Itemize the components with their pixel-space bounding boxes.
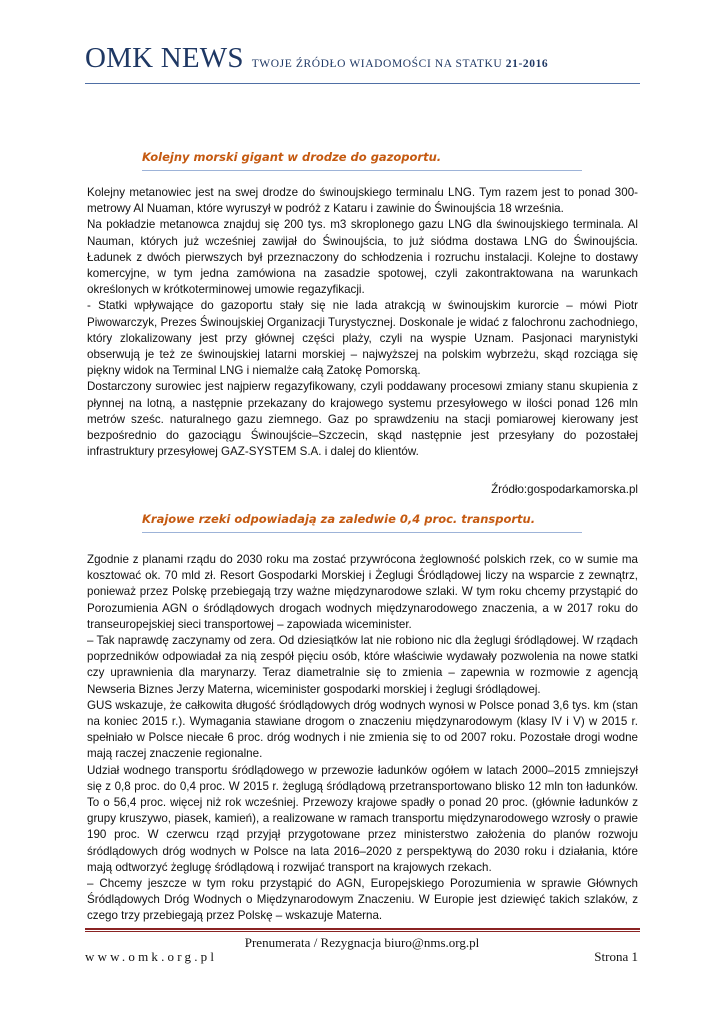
- newsletter-subtitle-text: TWOJE ŹRÓDŁO WIADOMOŚCI NA STATKU: [251, 58, 503, 70]
- article-1-paragraph: Dostarczony surowiec jest najpierw regazyfikowany, czyli poddawany procesowi zmiany stanu skupienia z płynnej na lotną, a następnie przekazany do krajowego systemu przesyłowego w ilości ponad 126 mln metrów sześc. naturalnego gazu ziemnego. Gaz po sprawdzeniu na stacji pomiarowej kierowany jest bezpośrednio do gazociągu Świnoujście–Szczecin, skąd następnie jest przesyłany do pozostałej infrastruktury przesyłowej GAZ-SYSTEM S.A. i dalej do klientów.: [87, 380, 638, 459]
- website-link[interactable]: www.omk.org.pl: [85, 949, 218, 964]
- page-header: [85, 42, 640, 75]
- subscribe-note: Prenumerata / Rezygnacja biuro@nms.org.pl: [244, 935, 480, 950]
- article-1-paragraph: Kolejny metanowiec jest na swej drodze do świnoujskiego terminalu LNG. Tym razem jest to ponad 300-metrowy Al Nuaman, które wyruszył w podróż z Kataru i zawinie do Świnoujścia 18 września.: [87, 186, 638, 216]
- article-1-paragraph: - Statki wpływające do gazoportu stały się nie lada atrakcją w świnoujskim kurorcie – mówi Piotr Piwowarczyk, Prezes Świnoujskiej Organizacji Turystycznej. Doskonale je widać z falochronu zachodniego, który zlokalizowany jest przy głównej części plaży, czyli na wyspie Uznam. Pasjonaci marynistyki obserwują je też ze świnoujskiej latarni morskiej – najwyższej na polskim wybrzeżu, skąd rozciąga się piękny widok na Terminal LNG i niemalże całą Zatokę Pomorską.: [87, 299, 638, 378]
- newsletter-subtitle: [252, 58, 549, 70]
- article-2-title: Krajowe rzeki odpowiadają za zaledwie 0,4 proc. transportu.: [142, 512, 536, 526]
- page-number: Strona 1: [594, 949, 638, 964]
- article-2-body: [87, 552, 638, 925]
- article-2-paragraph: – Chcemy jeszcze w tym roku przystąpić do AGN, Europejskiego Porozumienia w sprawie Głównych Śródlądowych Dróg Wodnych o Międzynarodowym Znaczeniu. W Europie jest dziewięć takich szlaków, z czego trzy przebiegają przez Polskę – wskazuje Materna.: [87, 877, 638, 923]
- masthead: [85, 42, 640, 75]
- footer-divider-thick: [85, 928, 640, 930]
- article-2-title-divider: [142, 532, 582, 533]
- article-1-paragraph: Na pokładzie metanowca znajduj się 200 tys. m3 skroplonego gazu LNG dla świnoujskiego terminala. Al Nauman, których już wcześniej zawijał do Świnoujścia, to już siódma dostawa LNG do Świnoujścia. Ładunek z dwóch pierwszych był przeznaczony do schłodzenia i rozruchu instalacji. Kolejne to dostawy komercyjne, w tym jedna zamówiona na zasadzie spotowej, czyli zakontraktowana na warunkach określonych w krótkoterminowej umowie regazyfikacji.: [87, 218, 638, 297]
- article-1-title-divider: [142, 170, 582, 171]
- issue-number: 21-2016: [505, 58, 549, 70]
- article-1-title: Kolejny morski gigant w drodze do gazoportu.: [142, 150, 442, 164]
- article-1-source: Źródło:gospodarkamorska.pl: [491, 483, 638, 496]
- article-2-paragraph: GUS wskazuje, że całkowita długość śródlądowych dróg wodnych wynosi w Polsce ponad 3,6 tys. km (stan na koniec 2015 r.). Wymagania stawiane drogom o znaczeniu międzynarodowym (klasy IV i V) w 2015 r. spełniało w Polsce niecałe 6 proc. dróg wodnych i nie zmienia się to od 2007 roku. Pozostałe drogi wodne mają raczej znaczenie regionalne.: [87, 698, 638, 761]
- article-2-paragraph: Udział wodnego transportu śródlądowego w przewozie ładunków ogółem w latach 2000–2015 zmniejszył się z 0,8 proc. do 0,4 proc. W 2015 r. żeglugą śródlądową przetransportowano blisko 12 mln ton ładunków. To o 56,4 proc. więcej niż rok wcześniej. Przewozy krajowe spadły o ponad 20 proc. (głównie ładunków z grupy kruszywo, piasek, kamień), a realizowane w ramach transportu międzynarodowego wzrosły o prawie 190 proc. W czerwcu rząd przyjął przygotowane przez ministerstwo założenia do planów rozwoju śródlądowych dróg wodnych w Polsce na lata 2016–2020 z perspektywą do 2030 roku i działania, które mają odtworzyć żeglugę śródlądową i rozwijać transport na krajowych rzekach.: [87, 763, 638, 874]
- newsletter-title: OMK NEWS: [85, 42, 244, 74]
- article-1-body: [87, 185, 638, 460]
- article-2-paragraph: – Tak naprawdę zaczynamy od zera. Od dziesiątków lat nie robiono nic dla żeglugi śródlądowej. W rządach poprzedników odpowiadał za nią zespół pięciu osób, które właściwie wydawały pozwolenia na nowe statki czy uprawnienia dla marynarzy. Teraz diametralnie się to zmienia – zapewnia w rozmowie z agencją Newseria Biznes Jerzy Materna, wiceminister gospodarki morskiej i żeglugi śródlądowej.: [87, 634, 638, 696]
- footer-divider-thin: [85, 931, 640, 932]
- article-2-paragraph: Zgodnie z planami rządu do 2030 roku ma zostać przywrócona żeglowność polskich rzek, co w sumie ma kosztować ok. 70 mld zł. Resort Gospodarki Morskiej i Żeglugi Śródlądowej liczy na wsparcie z zewnątrz, ponieważ przez Polskę przebiegają trzy ważne międzynarodowe szlaki. W tym roku chcemy przystąpić do Porozumienia AGN o śródlądowych drogach wodnych międzynarodowego znaczenia, a w 2017 roku do transeuropejskiej sieci transportowej – zapowiada wiceminister.: [87, 553, 638, 631]
- header-divider: [85, 83, 640, 84]
